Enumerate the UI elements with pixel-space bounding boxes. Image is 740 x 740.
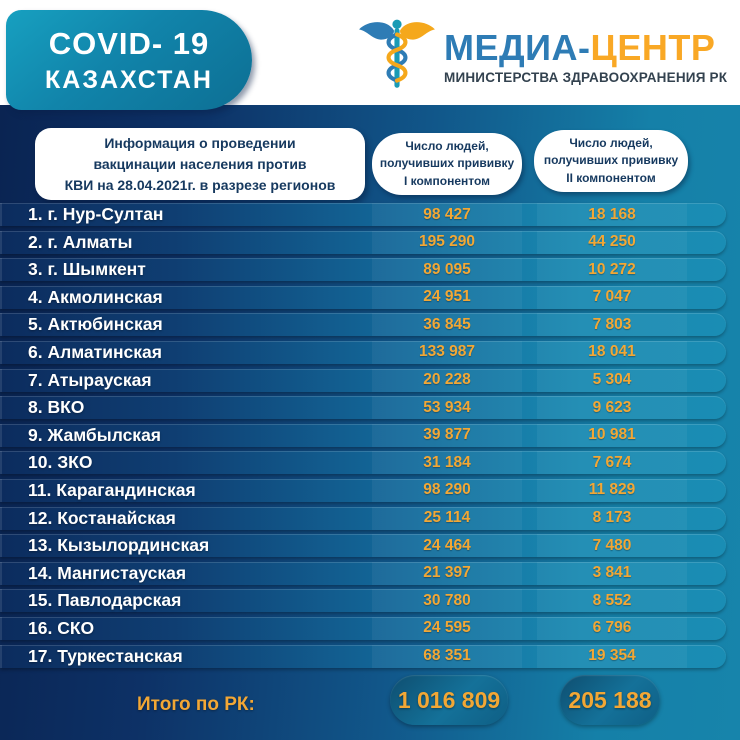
total-label: Итого по РК: (137, 694, 255, 715)
info-line-3: КВИ на 28.04.2021г. в разрезе регионов (64, 176, 336, 193)
region-name: 3. г. Шымкент (28, 259, 146, 280)
component1-value: 89 095 (372, 258, 522, 281)
region-name: 11. Карагандинская (28, 479, 196, 500)
table-row (0, 645, 726, 668)
region-name: 14. Мангистауская (28, 562, 187, 583)
component1-value: 20 228 (372, 369, 522, 392)
component2-value: 7 047 (537, 286, 687, 309)
component1-value: 31 184 (372, 451, 522, 474)
component1-value: 24 595 (372, 617, 522, 640)
table-row (0, 589, 726, 612)
component2-value: 7 803 (537, 313, 687, 336)
logo-title (444, 29, 727, 67)
component2-value: 7 674 (537, 451, 687, 474)
table-row (0, 313, 726, 336)
table-row (0, 396, 726, 419)
component1-value: 25 114 (372, 507, 522, 530)
region-name: 12. Костанайская (28, 507, 176, 528)
logo-title-blue: МЕДИА- (444, 27, 591, 69)
caduceus-icon (356, 16, 438, 98)
component1-value: 24 464 (372, 534, 522, 557)
component2-value: 8 173 (537, 507, 687, 530)
table-row (0, 507, 726, 530)
component2-value: 10 272 (537, 258, 687, 281)
region-name: 16. СКО (28, 617, 95, 638)
column-header-component2 (534, 130, 688, 192)
badge-subtitle: КАЗАХСТАН (45, 65, 213, 94)
region-name: 4. Акмолинская (28, 286, 163, 307)
regions-table (0, 203, 740, 672)
component2-value: 9 623 (537, 396, 687, 419)
column-header-component1 (372, 133, 522, 195)
header-area (0, 0, 740, 105)
info-line-1: Информация о проведении (104, 134, 296, 151)
region-name: 2. г. Алматы (28, 231, 133, 252)
table-row (0, 231, 726, 254)
col1-line1: Число людей, (405, 138, 489, 153)
component1-value: 21 397 (372, 562, 522, 585)
region-name: 6. Алматинская (28, 341, 162, 362)
component2-value: 18 168 (537, 203, 687, 226)
logo-title-orange: ЦЕНТР (590, 27, 716, 69)
component2-value: 6 796 (537, 617, 687, 640)
component1-value: 36 845 (372, 313, 522, 336)
content-band (0, 105, 740, 740)
component2-value: 18 041 (537, 341, 687, 364)
component2-value: 7 480 (537, 534, 687, 557)
table-row (0, 258, 726, 281)
component2-value: 44 250 (537, 231, 687, 254)
table-row (0, 369, 726, 392)
col2-line1: Число людей, (569, 135, 653, 150)
info-line-2: вакцинации населения против (93, 155, 307, 172)
table-row (0, 479, 726, 502)
component1-value: 133 987 (372, 341, 522, 364)
table-row (0, 286, 726, 309)
component1-value: 98 427 (372, 203, 522, 226)
table-row (0, 617, 726, 640)
badge-title: COVID- 19 (48, 25, 210, 61)
col2-line2: получивших прививку (543, 153, 679, 168)
table-row (0, 341, 726, 364)
media-center-logo (356, 16, 727, 98)
region-name: 5. Актюбинская (28, 314, 163, 335)
total-component1: 1 016 809 (390, 675, 508, 725)
info-box (35, 128, 365, 200)
component2-value: 3 841 (537, 562, 687, 585)
component1-value: 24 951 (372, 286, 522, 309)
component1-value: 30 780 (372, 589, 522, 612)
covid-badge (6, 10, 252, 110)
col1-line2: получивших прививку (379, 156, 515, 171)
table-row (0, 451, 726, 474)
component1-value: 53 934 (372, 396, 522, 419)
col2-line3: II компонентом (566, 170, 656, 185)
component2-value: 10 981 (537, 424, 687, 447)
region-name: 15. Павлодарская (28, 590, 182, 611)
region-name: 17. Туркестанская (28, 645, 183, 666)
logo-text (444, 29, 727, 85)
table-row (0, 562, 726, 585)
table-row (0, 534, 726, 557)
component2-value: 8 552 (537, 589, 687, 612)
component1-value: 98 290 (372, 479, 522, 502)
col1-line3: I компонентом (403, 173, 491, 188)
logo-subtitle: МИНИСТЕРСТВА ЗДРАВООХРАНЕНИЯ РК (444, 69, 728, 85)
region-name: 8. ВКО (28, 397, 85, 418)
table-row (0, 203, 726, 226)
component1-value: 39 877 (372, 424, 522, 447)
region-name: 13. Кызылординская (28, 535, 210, 556)
region-name: 9. Жамбылская (28, 424, 162, 445)
table-row (0, 424, 726, 447)
component1-value: 68 351 (372, 645, 522, 668)
component2-value: 11 829 (537, 479, 687, 502)
total-component2: 205 188 (560, 675, 660, 725)
region-name: 1. г. Нур-Султан (28, 204, 164, 224)
component1-value: 195 290 (372, 231, 522, 254)
component2-value: 5 304 (537, 369, 687, 392)
region-name: 10. ЗКО (28, 452, 93, 473)
region-name: 7. Атырауская (28, 369, 152, 390)
component2-value: 19 354 (537, 645, 687, 668)
